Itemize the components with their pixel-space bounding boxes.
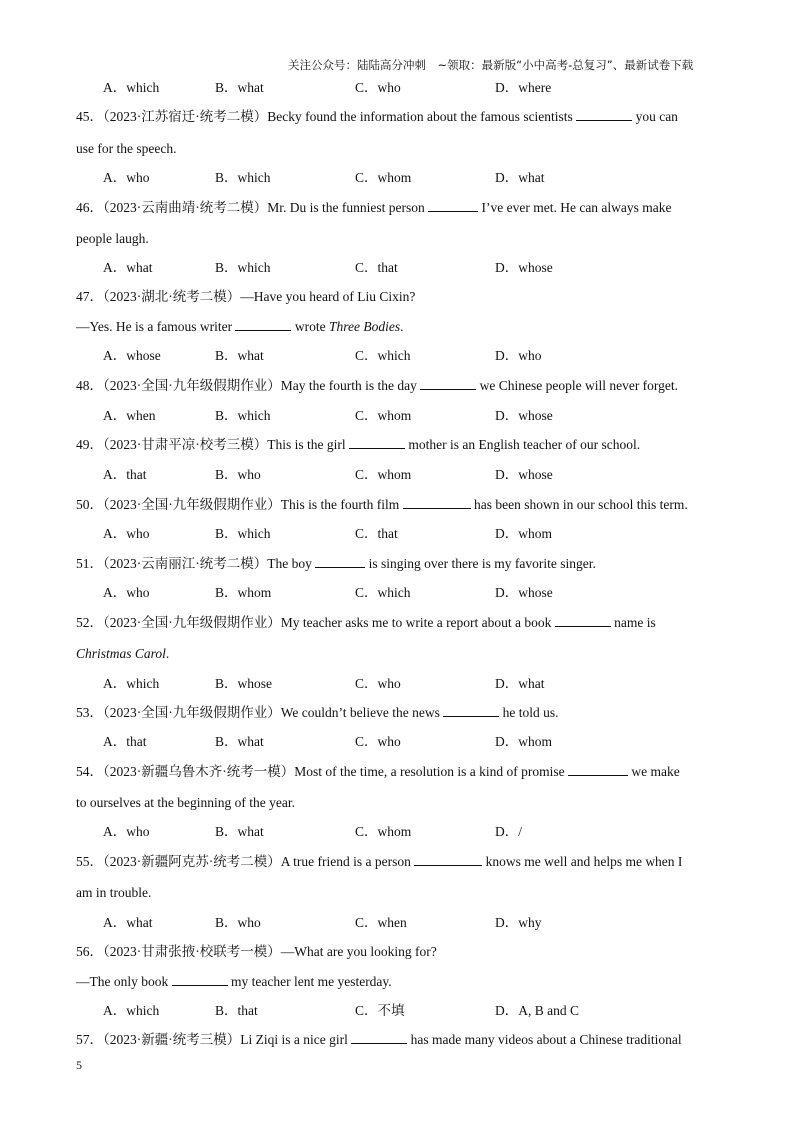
question-text: he told us.	[499, 705, 559, 720]
option-c: C．when	[355, 915, 407, 930]
question-text: —The only book	[76, 974, 172, 989]
option-a: A．that	[103, 734, 147, 749]
options-row	[0, 525, 800, 543]
question-text: has made many videos about a Chinese traditional	[407, 1032, 682, 1047]
option-d: D．what	[495, 170, 545, 185]
question-text: name is	[610, 615, 656, 630]
option-c: C．who	[355, 676, 401, 691]
question-number: 51．	[76, 556, 103, 571]
option-c: C．who	[355, 80, 401, 95]
option-c: C．whom	[355, 170, 412, 185]
option-a: A．whose	[103, 348, 161, 363]
option-a: A．what	[103, 260, 153, 275]
question-number: 49．	[76, 437, 103, 452]
question-number: 57．	[76, 1032, 103, 1047]
option-d: D．where	[495, 80, 552, 95]
answer-blank	[172, 973, 228, 986]
options-row	[0, 169, 800, 187]
option-a: A．which	[103, 1003, 160, 1018]
question-text: mother is an English teacher of our school.	[405, 437, 641, 452]
question-text: Most of the time, a resolution is a kind of promise	[294, 764, 568, 779]
answer-blank	[428, 199, 478, 212]
question-continuation: am in trouble.	[76, 885, 152, 900]
option-c: C．不填	[355, 1003, 405, 1018]
question-line	[76, 555, 596, 573]
question-line-2	[76, 973, 392, 991]
question-source: （2023·新疆乌鲁木齐·统考一模）	[103, 764, 295, 779]
question-number: 53．	[76, 705, 103, 720]
question-source: （2023·甘肃张掖·校联考一模）	[103, 944, 281, 959]
answer-blank	[351, 1031, 407, 1044]
answer-blank	[576, 108, 632, 121]
option-b: B．which	[215, 260, 271, 275]
option-d: D．who	[495, 348, 542, 363]
answer-blank	[420, 377, 476, 390]
options-row	[0, 1002, 800, 1020]
options-row	[0, 675, 800, 693]
question-text: you can	[632, 109, 678, 124]
page-number: 5	[76, 1058, 82, 1072]
punctuation: .	[165, 646, 170, 661]
question-continuation: to ourselves at the beginning of the year.	[76, 795, 295, 810]
question-text: has been shown in our school this term.	[470, 497, 688, 512]
page-header: 关注公众号：陆陆高分冲刺 ~领取：最新版“小中高考-总复习”、最新试卷下载	[288, 58, 694, 72]
option-c: C．whom	[355, 408, 412, 423]
answer-blank	[349, 436, 405, 449]
option-c: C．which	[355, 348, 411, 363]
question-line	[76, 108, 678, 126]
question-source: （2023·湖北·统考二模）	[103, 289, 241, 304]
options-row	[0, 79, 800, 97]
answer-blank	[315, 555, 365, 568]
question-text: My teacher asks me to write a report about a book	[280, 615, 555, 630]
question-source: （2023·云南丽江·统考二模）	[103, 556, 268, 571]
question-text: A true friend is a person	[280, 854, 415, 869]
question-source: （2023·新疆·统考三模）	[103, 1032, 241, 1047]
question-line	[76, 943, 437, 961]
option-d: D．/	[495, 824, 522, 839]
option-b: B．whom	[215, 585, 272, 600]
question-line	[76, 288, 415, 306]
question-text: knows me well and helps me when I	[482, 854, 683, 869]
question-continuation: people laugh.	[76, 231, 149, 246]
question-text: we make	[627, 764, 680, 779]
options-row	[0, 466, 800, 484]
question-continuation	[76, 645, 169, 663]
option-a: A．when	[103, 408, 156, 423]
option-d: D．why	[495, 915, 542, 930]
book-title: Three Bodies	[328, 319, 401, 334]
question-source: （2023·江苏宿迁·统考二模）	[103, 109, 268, 124]
answer-blank	[555, 614, 611, 627]
option-c: C．who	[355, 734, 401, 749]
question-text: This is the fourth film	[280, 497, 403, 512]
question-text: Mr. Du is the funniest person	[267, 200, 429, 215]
question-source: （2023·甘肃平凉·校考三模）	[103, 437, 268, 452]
question-line	[76, 436, 640, 454]
answer-blank	[235, 318, 291, 331]
answer-blank	[443, 704, 499, 717]
option-b: B．whose	[215, 676, 272, 691]
option-b: B．what	[215, 348, 264, 363]
option-b: B．which	[215, 526, 271, 541]
book-title: Christmas Carol	[76, 646, 166, 661]
option-b: B．what	[215, 824, 264, 839]
question-source: （2023·全国·九年级假期作业）	[103, 378, 281, 393]
option-d: D．whom	[495, 734, 552, 749]
question-source: （2023·全国·九年级假期作业）	[103, 497, 281, 512]
options-row	[0, 914, 800, 932]
option-b: B．that	[215, 1003, 258, 1018]
question-number: 45．	[76, 109, 103, 124]
question-text: Becky found the information about the famous scientists	[267, 109, 577, 124]
answer-blank	[403, 496, 471, 509]
question-text: wrote	[291, 319, 329, 334]
question-number: 52．	[76, 615, 103, 630]
option-a: A．who	[103, 824, 150, 839]
question-number: 56．	[76, 944, 103, 959]
option-d: D．whose	[495, 408, 553, 423]
option-d: D．whom	[495, 526, 552, 541]
answer-blank	[568, 763, 628, 776]
options-row	[0, 584, 800, 602]
option-d: D．what	[495, 676, 545, 691]
option-d: D．A, B and C	[495, 1003, 579, 1018]
question-line	[76, 199, 672, 217]
question-text: This is the girl	[267, 437, 349, 452]
options-row	[0, 823, 800, 841]
option-a: A．who	[103, 170, 150, 185]
option-a: A．who	[103, 585, 150, 600]
question-number: 55．	[76, 854, 103, 869]
question-source: （2023·全国·九年级假期作业）	[103, 615, 281, 630]
question-source: （2023·全国·九年级假期作业）	[103, 705, 281, 720]
option-d: D．whose	[495, 585, 553, 600]
option-b: B．which	[215, 408, 271, 423]
option-d: D．whose	[495, 467, 553, 482]
option-d: D．whose	[495, 260, 553, 275]
option-b: B．what	[215, 80, 264, 95]
question-number: 47．	[76, 289, 103, 304]
question-source: （2023·云南曲靖·统考二模）	[103, 200, 268, 215]
option-c: C．whom	[355, 824, 412, 839]
question-text: I’ve ever met. He can always make	[478, 200, 672, 215]
options-row	[0, 347, 800, 365]
question-text: we Chinese people will never forget.	[476, 378, 679, 393]
option-a: A．what	[103, 915, 153, 930]
question-number: 50．	[76, 497, 103, 512]
question-line	[76, 853, 682, 871]
option-b: B．what	[215, 734, 264, 749]
question-text: Li Ziqi is a nice girl	[240, 1032, 352, 1047]
option-b: B．who	[215, 915, 261, 930]
question-line	[76, 614, 656, 632]
option-b: B．who	[215, 467, 261, 482]
question-text: —Have you heard of Liu Cixin?	[240, 289, 416, 304]
question-continuation: use for the speech.	[76, 141, 177, 156]
option-a: A．that	[103, 467, 147, 482]
question-text: my teacher lent me yesterday.	[227, 974, 392, 989]
question-number: 46．	[76, 200, 103, 215]
question-source: （2023·新疆阿克苏·统考二模）	[103, 854, 281, 869]
question-text: We couldn’t believe the news	[280, 705, 444, 720]
punctuation: .	[400, 319, 404, 334]
question-number: 48．	[76, 378, 103, 393]
answer-blank	[414, 853, 482, 866]
options-row	[0, 407, 800, 425]
option-c: C．that	[355, 260, 398, 275]
question-text: May the fourth is the day	[280, 378, 421, 393]
question-line	[76, 763, 680, 781]
question-text: —Yes. He is a famous writer	[76, 319, 236, 334]
question-line	[76, 496, 688, 514]
question-number: 54．	[76, 764, 103, 779]
option-b: B．which	[215, 170, 271, 185]
option-c: C．whom	[355, 467, 412, 482]
options-row	[0, 733, 800, 751]
question-line	[76, 704, 559, 722]
question-text: —What are you looking for?	[280, 944, 437, 959]
question-line	[76, 377, 678, 395]
question-text: is singing over there is my favorite singer.	[365, 556, 596, 571]
option-a: A．who	[103, 526, 150, 541]
question-line-2	[76, 318, 403, 336]
option-c: C．that	[355, 526, 398, 541]
option-c: C．which	[355, 585, 411, 600]
question-line	[76, 1031, 682, 1049]
option-a: A．which	[103, 80, 160, 95]
options-row	[0, 259, 800, 277]
question-text: The boy	[267, 556, 316, 571]
option-a: A．which	[103, 676, 160, 691]
